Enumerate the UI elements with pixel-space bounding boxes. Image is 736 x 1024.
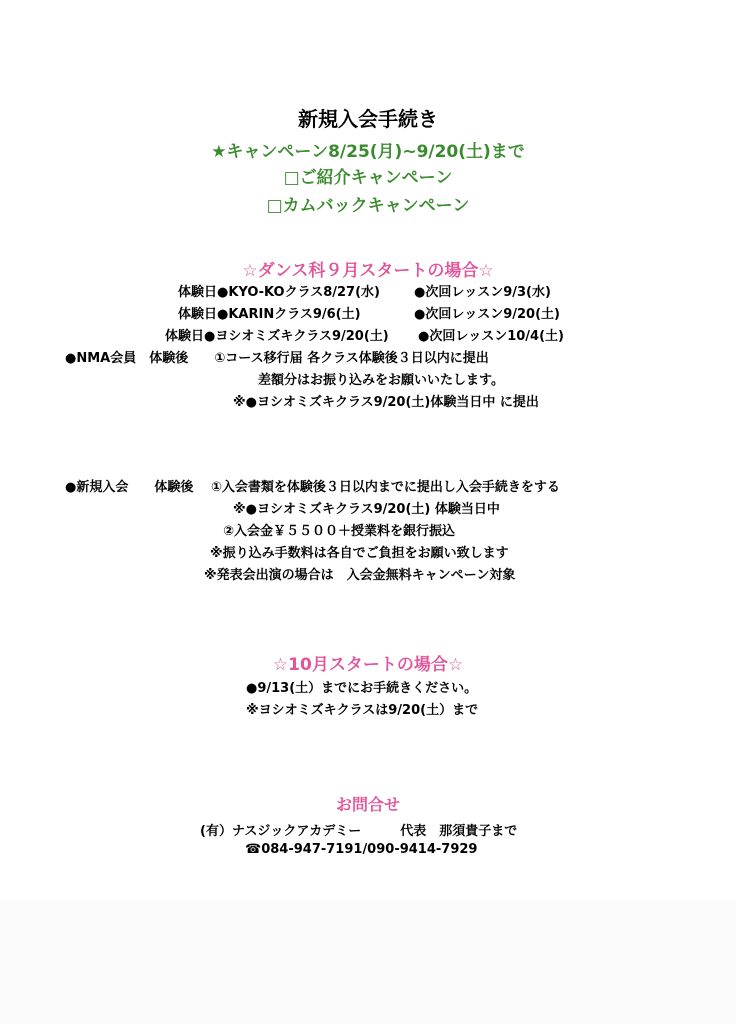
new-member-line4: ※振り込み手数料は各自でご負担をお願い致します: [210, 546, 509, 561]
new-member-line1: ●新規入会 体験後 ①入会書類を体験後３日以内までに提出し入会手続きをする: [65, 480, 560, 495]
contact-heading: お問合せ: [335, 795, 400, 814]
new-member-line2: ※●ヨシオミズキクラス9/20(土) 体験当日中: [233, 502, 500, 517]
nma-member-line: ●NMA会員 体験後 ①コース移行届 各クラス体験後３日以内に提出: [65, 351, 489, 366]
campaign-intro: □ご紹介キャンペーン: [283, 168, 453, 188]
october-line2: ※ヨシオミズキクラスは9/20(土）まで: [246, 703, 479, 718]
campaign-period: ★キャンペーン8/25(月)~9/20(土)まで: [211, 142, 525, 162]
next-yoshiomizuki: ●次回レッスン10/4(土): [418, 329, 564, 344]
page-title: 新規入会手続き: [298, 107, 438, 131]
september-start-heading: ☆ダンス科９月スタートの場合☆: [242, 261, 494, 281]
next-karin: ●次回レッスン9/20(土): [414, 307, 560, 322]
new-member-line3: ②入会金￥５５００＋授業料を銀行振込: [223, 524, 456, 539]
contact-phone: ☎084-947-7191/090-9414-7929: [245, 842, 478, 857]
nma-member-sub1: 差額分はお振り込みをお願いいたします。: [258, 373, 504, 388]
trial-yoshiomizuki: 体験日●ヨシオミズキクラス9/20(土): [165, 329, 389, 344]
trial-karin: 体験日●KARINクラス9/6(土): [178, 307, 361, 322]
new-member-line5: ※発表会出演の場合は 入会金無料キャンペーン対象: [204, 568, 516, 583]
october-line1: ●9/13(土）までにお手続きください。: [246, 681, 478, 696]
nma-member-sub2: ※●ヨシオミズキクラス9/20(土)体験当日中 に提出: [233, 395, 539, 410]
next-kyoko: ●次回レッスン9/3(水): [414, 285, 551, 300]
bottom-blank-area: [0, 900, 736, 1024]
october-start-heading: ☆10月スタートの場合☆: [272, 655, 464, 675]
contact-company: (有）ナスジックアカデミー 代表 那須貴子まで: [200, 824, 518, 839]
campaign-comeback: □カムバックキャンペーン: [266, 196, 470, 216]
trial-kyoko: 体験日●KYO-KOクラス8/27(水): [178, 285, 380, 300]
